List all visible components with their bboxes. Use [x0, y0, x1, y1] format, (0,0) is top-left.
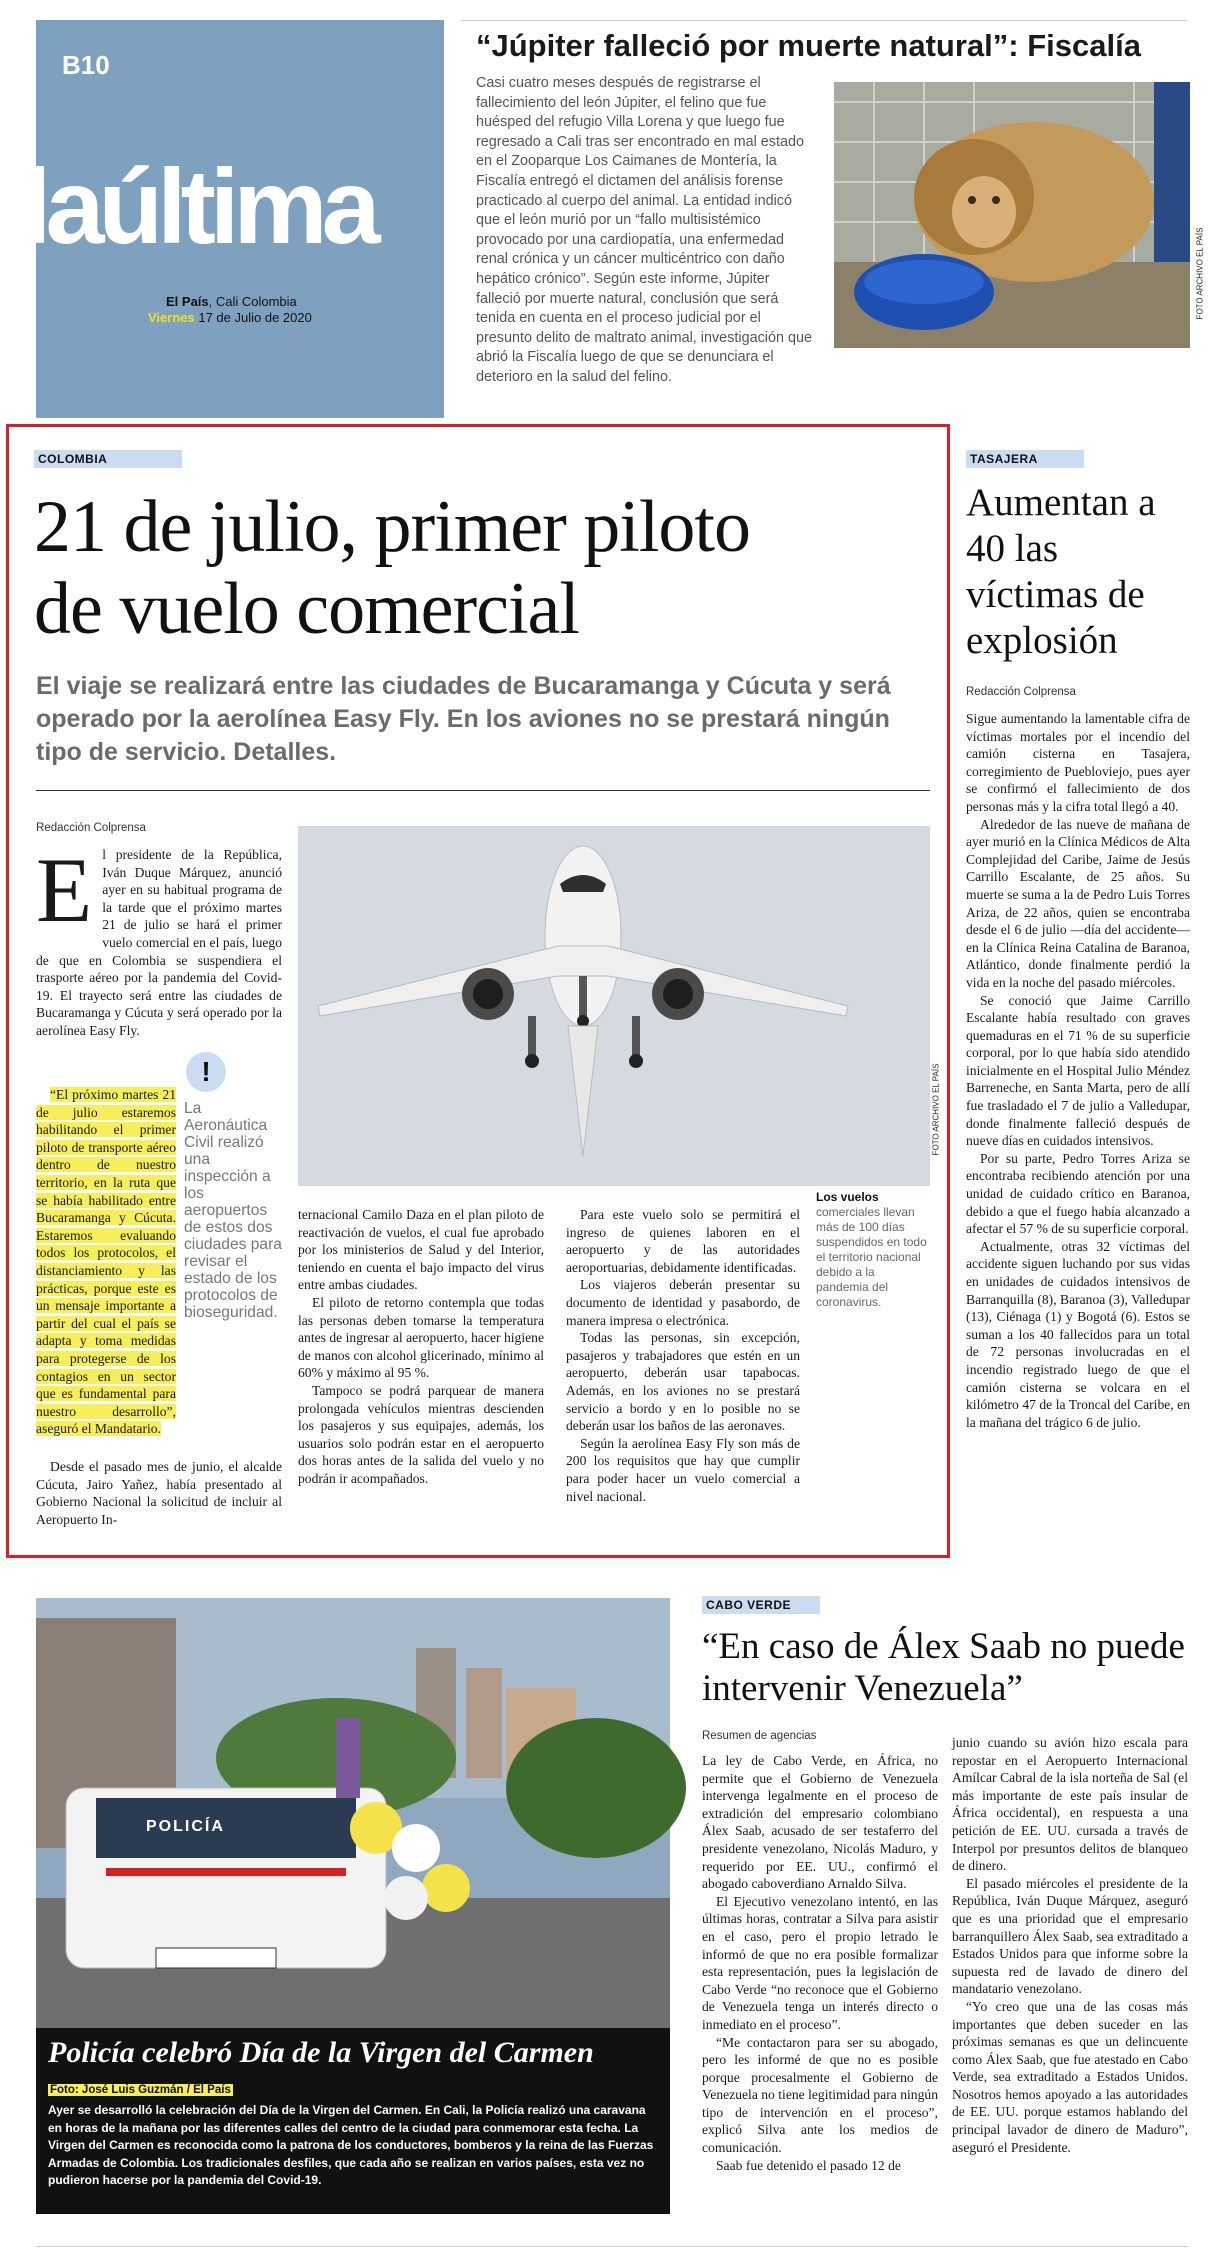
main-column-3-paragraph-4: Según la aerolínea Easy Fly son más de 200 los requisitos que hay que cumplir para poder hacer un vuelo comercial a nivel nacional.: [566, 1435, 800, 1504]
main-column-3-paragraph-3: Todas las personas, sin excepción, pasajeros y trabajadores que estén en un aeropuerto, deberán usar tapabocas. Además, en los aviones no se prestará servicio a bordo y en lo posible no se deberán usar los baños de las aeronaves.: [566, 1330, 800, 1434]
photo-story-credit: Foto: José Luis Guzmán / El País: [50, 2084, 231, 2096]
side-story-body: [966, 710, 1190, 1431]
main-column-2: [298, 1206, 544, 1488]
highlighted-quote: “El próximo martes 21 de julio estaremos habilitando el primer piloto de transporte aéreo dentro de nuestro territorio, en la ruta que se había habilitado entre Bucaramanga y Cúcuta. Estaremos evaluando todos los protocolos, el distanciamiento y las prácticas, porque este es un mensaje importante a partir del cual el país se adapta y toma medidas para protegerse de los contagios en un sector que es fundamental para nuestro desarrollo”, aseguró el Mandatario.: [36, 1087, 176, 1437]
cabo-col1-paragraph-2: El Ejecutivo venezolano intentó, en las últimas horas, contratar a Silva para asistir en el caso, pero el propio letrado le informó de que no era posible formalizar esta representación, pues la legislación de Cabo Verde “no reconoce que el Gobierno de Venezuela tenga un interés directo o inmediato en el proceso”.: [702, 1893, 938, 2032]
masthead-city: , Cali Colombia: [208, 294, 297, 309]
main-headline-line-2: de vuelo comercial: [34, 568, 579, 650]
airplane-illustration: [298, 826, 930, 1186]
top-story-body: Casi cuatro meses después de registrarse el fallecimiento del león Júpiter, el felino que fue huésped del refugio Villa Lorena y que luego fue regresado a Cali tras ser encontrado en mal estado en el Zooparque Los Caimanes de Montería, la Fiscalía entregó el dictamen del análisis forense practicado al cuerpo del animal. La entidad indicó que el león murió por un “fallo multisistémico provocado por una cardiopatía, una enfermedad renal crónica y un cáncer multicéntrico con daño hepático crónico”. Según este informe, Júpiter falleció por muerte natural, conclusión que será tenida en cuenta en el proceso judicial por el presunto delito de maltrato animal, investigación que abrió la Fiscalía luego de que se denunciara el deterioro en la salud del felino.: [476, 75, 812, 385]
top-rule: [460, 20, 1188, 21]
police-caravan-illustration: [36, 1598, 670, 2028]
main-headline-line-1: 21 de julio, primer piloto: [34, 486, 750, 568]
page-number: B10: [62, 50, 110, 80]
main-story-byline: Redacción Colprensa: [36, 822, 146, 834]
masthead-block: [22, 20, 444, 418]
masthead-date-line: [148, 310, 312, 325]
cabo-col2-paragraph-1: junio cuando su avión hizo escala para repostar en el Aeropuerto Internacional Amílcar Cabral de la isla norteña de Sal (el más importante de este país insular de África occidental), en respuesta a una petición de EE. UU. cursada a través de Interpol por presuntos delitos de blanqueo de dinero.: [952, 1735, 1188, 1874]
cabo-story-byline: Resumen de agencias: [702, 1730, 817, 1742]
main-intro-paragraph: l presidente de la República, Iván Duque Márquez, anunció ayer en su habitual programa de la tarde que el próximo martes 21 de julio se hará el primer vuelo comercial en el país, luego de que en Colombia se suspendiera el trasporte aéreo por la pandemia del Covid-19. El trayecto será entre las ciudades de Bucaramanga y Cúcuta y será operado por la aerolínea Easy Fly.: [36, 847, 282, 1038]
photo-story-panel: [36, 2028, 670, 2214]
cabo-col2-paragraph-3: “Yo creo que una de las cosas más importantes que deben suceder en las próximas semanas es que un delincuente como Álex Saab, que fue atestado en Cabo Verde, sea extraditado a Estados Unidos. Nosotros hemos apoyado a las autoridades de EE. UU. porque estamos hablando del principal lavador de dinero de Maduro”, aseguró el Presidente.: [952, 1998, 1188, 2155]
side-story-byline: Redacción Colprensa: [966, 686, 1076, 698]
masthead-paper-line: [166, 294, 297, 309]
police-vehicle-label: POLICÍA: [146, 1818, 225, 1835]
main-column-1: [36, 839, 282, 1040]
main-column-2-paragraph-2: El piloto de retorno contempla que todas las personas deben tomarse la temperatura antes de ingresar al aeropuerto, hacer higiene de manos con alcohol glicerinado, mínimo al 60% y máximo al 95 %.: [298, 1294, 544, 1381]
photo-story-caption: Ayer se desarrolló la celebración del Día de la Virgen del Carmen. En Cali, la Policía realizó una caravana en horas de la mañana por las diferentes calles del centro de la ciudad para conmemorar esta fecha. La Virgen del Carmen es reconocida como la patrona de los conductores, bomberos y la reina de las Fuerzas Armadas de Colombia. Los tradicionales desfiles, que cada año se realizan en varios países, esta vez no pudieron hacerse por la pandemia del Covid-19.: [48, 2103, 654, 2187]
sidebar-note: La Aeronáutica Civil realizó una inspección a los aeropuertos de estos dos ciudades para revisar el estado de los protocolos de bioseguridad.: [184, 1100, 282, 1321]
main-story-kicker: COLOMBIA: [34, 450, 182, 468]
main-quote-column: [36, 1086, 176, 1438]
plane-photo-caption: [816, 1190, 930, 1310]
cabo-story-kicker: CABO VERDE: [702, 1596, 820, 1614]
cabo-col1-paragraph-4: Saab fue detenido el pasado 12 de: [716, 2157, 901, 2173]
alert-icon-glyph: !: [201, 1056, 211, 1087]
main-column-1-last-paragraph: Desde el pasado mes de junio, el alcalde Cúcuta, Jairo Yañez, había presentado al Gobierno Nacional la solicitud de incluir al Aeropuerto In-: [36, 1459, 282, 1527]
police-photo: [36, 1598, 670, 2028]
side-paragraph-1: Sigue aumentando la lamentable cifra de víctimas mortales por el incendio del camión cisterna en Tasajera, corregimiento de Puebloviejo, pues ayer se confirmó el fallecimiento de dos personas más y la cifra total llegó a 40.: [966, 711, 1190, 814]
side-paragraph-5: Actualmente, otras 32 víctimas del accidente siguen luchando por sus vidas en unidades de cuidados intensivos de Barranquilla (8), Baranoa (3), Valledupar (13), Ciénaga (1) y Bogotá (6). Estos se suman a los 40 fallecidos para un total de 72 personas involucradas en el incendio registrado luego de que el camión cisterna se volcara en el kilómetro 47 de la Troncal del Caribe, en la mañana del trágico 6 de julio.: [966, 1238, 1190, 1430]
masthead-paper: El País: [166, 294, 209, 309]
main-story-deck: El viaje se realizará entre las ciudades de Bucaramanga y Cúcuta y será operado por la aerolínea Easy Fly. En los aviones no se prestará ningún tipo de servicio. Detalles.: [36, 672, 891, 766]
cabo-col1-paragraph-3: “Me contactaron para ser su abogado, pero les informé de que no es posible porque procesalmente el Gobierno de Venezuela no tiene legitimidad para ningún tipo de intervención en el proceso”, explicó Silva ante los medios de comunicación.: [702, 2034, 938, 2156]
cabo-column-2: [952, 1734, 1188, 2156]
cabo-col1-paragraph-1: La ley de Cabo Verde, en África, no permite que el Gobierno de Venezuela intervenga legalmente en el proceso de extradición del empresario colombiano Álex Saab, acusado de ser testaferro del presidente venezolano, Nicolás Maduro, y requerido por EE. UU., confirmó el abogado caboverdiano Arnaldo Silva.: [702, 1753, 938, 1892]
main-column-3-paragraph-2: Los viajeros deberán presentar su documento de identidad y pasabordo, de manera impresa o electrónica.: [566, 1277, 800, 1328]
top-photo-credit: FOTO ARCHIVO EL PAÍS: [1195, 227, 1205, 320]
caption-text: comerciales llevan más de 100 días suspendidos en todo el territorio nacional debido a la pandemia del coronavirus.: [816, 1205, 927, 1309]
main-column-2-paragraph-1: ternacional Camilo Daza en el plan piloto de reactivación de vuelos, el cual fue aprobado por los ministerios de Salud y del Interior, teniendo en cuenta el bajo impacto del virus entre ambas ciudades.: [298, 1207, 544, 1293]
top-story-headline: “Júpiter falleció por muerte natural”: Fiscalía: [476, 28, 1141, 63]
main-column-3: [566, 1206, 800, 1505]
side-paragraph-3: Se conoció que Jaime Carrillo Escalante había resultado con graves quemaduras en el 71 % de su superficie corporal, por lo que había sido atendido inicialmente en el Hospital Julio Méndez Barreneche, en Santa Marta, pero de allí fue trasladado el 7 de julio a Valledupar, donde finalmente falleció después de nueve días en cuidados intensivos.: [966, 992, 1190, 1149]
alert-icon: [186, 1052, 226, 1092]
plane-photo-credit: FOTO ARCHIVO EL PAÍS: [931, 1063, 941, 1156]
main-column-3-paragraph-1: Para este vuelo solo se permitirá el ingreso de quienes laboren en el aeropuerto y de las autoridades aeroportuarias, debidamente identificadas.: [566, 1207, 800, 1275]
side-story-headline: Aumentan a 40 las víctimas de explosión: [966, 481, 1156, 662]
side-paragraph-4: Por su parte, Pedro Torres Ariza se encontraba recibiendo atención por una unidad de cuidado crítico en Baranoa, debido a que el fuego había alcanzado a afectar el 57 % de su superficie corporal.: [966, 1150, 1190, 1237]
main-story-headline: [34, 486, 934, 650]
side-paragraph-2: Alrededor de las nueve de mañana de ayer murió en la Clínica Médicos de Alta Complejidad del Caribe, Jaime de Jesús Carrillo Escalante, de 25 años. Su muerte se suma a la de Pedro Luis Torres Ariza, de 22 años, quien se encontraba desde el 6 de julio —día del accidente— en la Clínica Reina Catalina de Baranoa, Atlántico, donde finalmente perdió la vida en la noche del pasado miércoles.: [966, 816, 1190, 990]
bottom-rule: [36, 2246, 1188, 2247]
drop-cap: E: [36, 839, 93, 941]
lion-photo-illustration: [834, 82, 1190, 348]
main-column-2-paragraph-3: Tampoco se podrá parquear de manera prolongada vehículos mientras descienden los pasajeros y sus equipajes, además, los usuarios solo podrán estar en el aeropuerto dos horas antes de la salida del vuelo y no podrán ir acompañados.: [298, 1382, 544, 1486]
masthead-date: 17 de Julio de 2020: [194, 310, 312, 325]
photo-story-headline: Policía celebró Día de la Virgen del Carmen: [48, 2036, 594, 2069]
main-column-1-end: [36, 1458, 282, 1528]
section-name: laúltima: [22, 148, 375, 266]
cabo-column-1: [702, 1752, 938, 2174]
caption-lead: Los vuelos: [816, 1190, 879, 1204]
masthead-day: Viernes: [148, 310, 195, 325]
cabo-story-headline: “En caso de Álex Saab no puede intervenir Venezuela”: [702, 1626, 1185, 1709]
main-quote-paragraph: [36, 1086, 176, 1438]
main-deck-rule: [36, 790, 930, 791]
side-story-kicker: TASAJERA: [966, 450, 1084, 468]
top-story-photo: [834, 82, 1205, 348]
plane-photo: [298, 826, 941, 1186]
cabo-col2-paragraph-2: El pasado miércoles el presidente de la República, Iván Duque Márquez, aseguró que es una prioridad que el empresario barranquillero Álex Saab, sea extraditado a Estados Unidos para que informe sobre la supuesta red de lavado de dinero del mandatario venezolano.: [952, 1875, 1188, 1997]
